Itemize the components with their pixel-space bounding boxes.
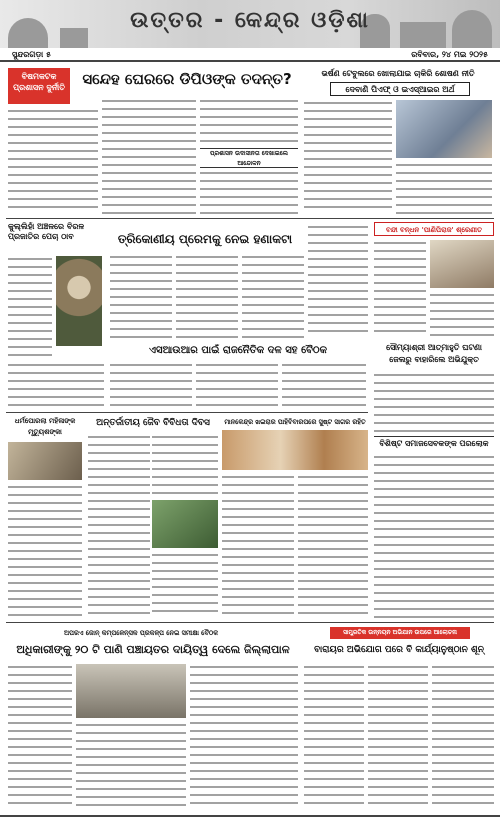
story11-photo: [222, 430, 368, 470]
story5-photo: [430, 240, 494, 288]
story4-headline: ତ୍ରିକୋଣୀୟ ପ୍ରେମକୁ ନେଇ ହଣାକଟା: [117, 232, 293, 246]
page-label: ସୁନ୍ଦରଗଡ଼ା ୫: [12, 50, 51, 59]
story12-photo: [76, 664, 186, 718]
story11-headline: ମାନକେନ୍ଦ୍ର ଖଇରାର ପାହିବିବାରପରେ ସୁଷ୍ଟ ସାଗର ରହିତ: [224, 418, 366, 426]
owl-photo: [56, 256, 102, 346]
story12-kicker: ଅପରଏ ଜୋନ୍ କମ୍ପଳେନ୍ସଳ ପ୍ରକଳ୍ପ ନେଇ ସମୀକ୍ଷା ବୈଠକ: [36, 627, 246, 639]
story3-headline: କୁଲ୍ଲିହାଁ ଅଞ୍ଚଳରେ ବିରଳ ପ୍ରଜାତିର ପେଚା ଠାବ: [8, 222, 85, 241]
story13-headline: ବାରାୟର ଅଭିଯୋଗ ପରେ ବି କାର୍ଯ୍ୟାନୁଷ୍ଠାନ ଶୂନ୍: [314, 645, 484, 655]
story7-headline: ସୌମ୍ୟାଶ୍ରୀ ଆତ୍ମାହୁତି ଘଟଣା ଜେଲରୁ ବାହାରିଲେ ଅଭିଯୁକ୍ତ: [386, 343, 482, 364]
story6-headline: ଏସଆଉଆର ପାଇଁ ରାଜନୈତିକ ଦଳ ସହ ବୈଠକ: [149, 345, 327, 356]
story12-headline: ଅଧିକାରୀଙ୍କୁ ୨୦ ଟି ପାଣି ପଞ୍ଚାୟତର ଦାୟିତ୍ୱ ଦେଲେ ଜିଲ୍ଲାପାଳ: [16, 643, 290, 656]
story5-headline: ବନ୍ଦୀ ବନ୍ଧନ 'ପାଣିପିରାଜ' ଶ୍ରେଣୀତ: [374, 222, 494, 236]
dateline: [0, 48, 500, 62]
story10-headline: ଅନ୍ତର୍ଜାତୀୟ ଜୈବ ବିବିଧତା ଦିବସ: [96, 418, 210, 428]
story1-subhead: ପ୍ରଶାସନ ଉଦାସୀନତା ଦେଖାଇଲେ ଆନ୍ଦୋଳନ: [200, 148, 298, 168]
story2-headline: ଦେବାଣି ପିଏଫ୍ ଓ ଇଏସ୍‌ଆଇର ଅର୍ଥ: [330, 82, 470, 96]
story13-kicker: ସାମ୍ପ୍ରତିକ ଉନ୍ନୟନ ଅଭିଯାନ ଉପରେ ଆଲୋଚନା: [330, 627, 470, 639]
masthead-banner: [0, 0, 500, 48]
story9-headline: ଧର୍ମପୋରଲା ମହିଳାଙ୍କ ମୃତ୍ୟୁଶଙ୍କା: [14, 417, 76, 436]
issue-date: ରବିବାର, ୨୪ ମଇ ୨୦୨୫: [411, 50, 488, 59]
masthead-title: ଉତ୍ତର - କେନ୍ଦ୍ର ଓଡ଼ିଶା: [130, 8, 370, 33]
story1-headline: ସନ୍ଦେହ ଘେରରେ ଡିପିଓଙ୍କ ତଦନ୍ତ?: [82, 70, 292, 88]
story10-photo: [152, 500, 218, 548]
story9-photo: [8, 442, 82, 480]
story8-headline: ବିଶିଷ୍ଟ ସମାଜସେବକଙ୍କ ପରଲୋକ: [374, 436, 494, 450]
story2-kicker: ଭର୍ଷଣ ଟେବୁଲରେ ଖୋଲାଯାଇ ଚାକିରି ଶୋଷଣ ନୀତି: [321, 69, 475, 78]
story1-kicker: ବିଷମକଟକ ପ୍ରଶାସନ ଦୁର୍ନୀତି: [8, 68, 70, 104]
story2-photo: [396, 100, 492, 158]
